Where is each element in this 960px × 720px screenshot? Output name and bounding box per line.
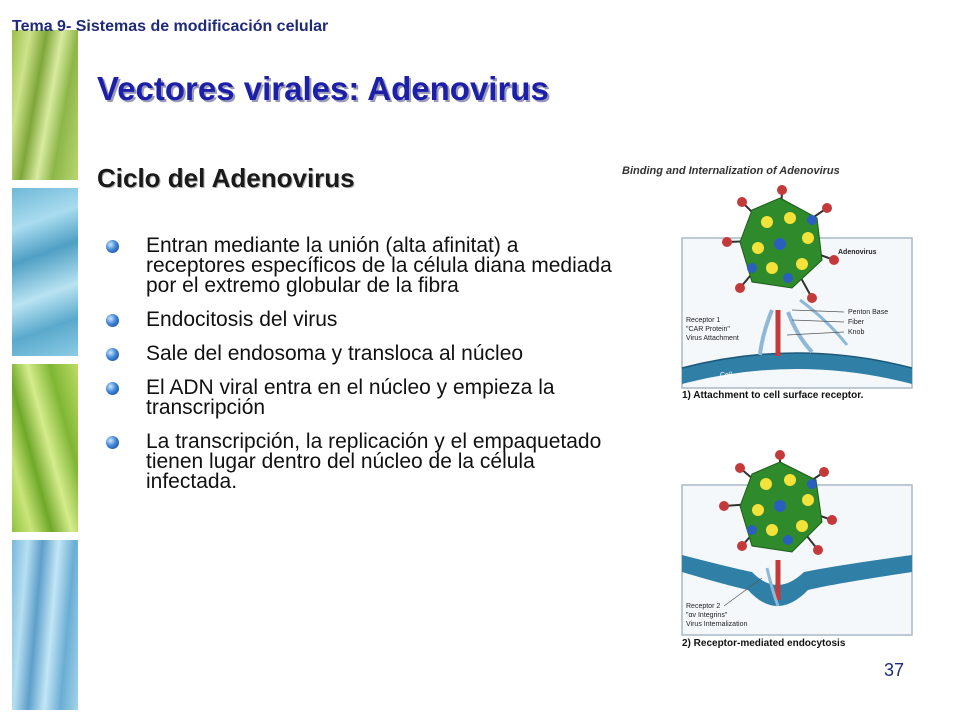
blue-texture-image bbox=[12, 188, 78, 356]
list-item bbox=[104, 432, 614, 492]
label-adenovirus: Adenovirus bbox=[838, 249, 877, 256]
label-receptor-2: Receptor 2 bbox=[686, 603, 721, 610]
bullet-text: Entran mediante la unión (alta afinitat) a receptores específicos de la célula diana mediada por el extremo globular de la fibra bbox=[146, 234, 612, 297]
label-penton-base: Penton Base bbox=[848, 309, 889, 316]
bullet-text: Sale del endosoma y transloca al núcleo bbox=[146, 342, 524, 365]
bullet-text: Endocitosis del virus bbox=[146, 308, 338, 331]
endocytosis-panel bbox=[682, 450, 912, 649]
bullet-text: La transcripción, la replicación y el empaquetado tienen lugar dentro del núcleo de la célula infectada. bbox=[146, 430, 602, 493]
bullet-icon bbox=[106, 348, 119, 361]
bullet-icon bbox=[106, 314, 119, 327]
label-virus-attachment: Virus Attachment bbox=[686, 335, 739, 342]
course-header: Tema 9- Sistemas de modificación celular bbox=[12, 18, 329, 35]
list-item bbox=[104, 310, 614, 330]
label-virus-internalization: Virus Internalization bbox=[686, 621, 748, 628]
list-item bbox=[104, 344, 614, 364]
adenovirus-diagram bbox=[612, 160, 932, 660]
green-texture-image bbox=[12, 30, 78, 180]
label-fiber: Fiber bbox=[848, 319, 864, 326]
panel1-caption: 1) Attachment to cell surface receptor. bbox=[682, 390, 864, 401]
blue-texture-image bbox=[12, 540, 78, 710]
slide-subtitle: Ciclo del Adenovirus bbox=[97, 163, 355, 193]
panel2-caption: 2) Receptor-mediated endocytosis bbox=[682, 638, 846, 649]
green-texture-image bbox=[12, 364, 78, 532]
label-integrins: "αv Integrins" bbox=[686, 612, 728, 619]
list-item bbox=[104, 378, 614, 418]
bullet-icon bbox=[106, 240, 119, 253]
bullet-icon bbox=[106, 382, 119, 395]
bullet-list bbox=[104, 236, 614, 506]
diagram-title: Binding and Internalization of Adenovirus bbox=[622, 165, 840, 177]
bullet-icon bbox=[106, 436, 119, 449]
label-receptor-1: Receptor 1 bbox=[686, 317, 721, 324]
attachment-panel bbox=[682, 185, 912, 401]
page-number: 37 bbox=[884, 660, 905, 680]
label-cell: Cell bbox=[720, 372, 733, 379]
slide-title: Vectores virales: Adenovirus bbox=[97, 70, 549, 107]
list-item bbox=[104, 236, 614, 296]
decorative-image-strip bbox=[12, 30, 78, 710]
label-knob: Knob bbox=[848, 329, 865, 336]
label-car-protein: "CAR Protein" bbox=[686, 326, 730, 333]
bullet-text: El ADN viral entra en el núcleo y empieza la transcripción bbox=[146, 376, 555, 419]
